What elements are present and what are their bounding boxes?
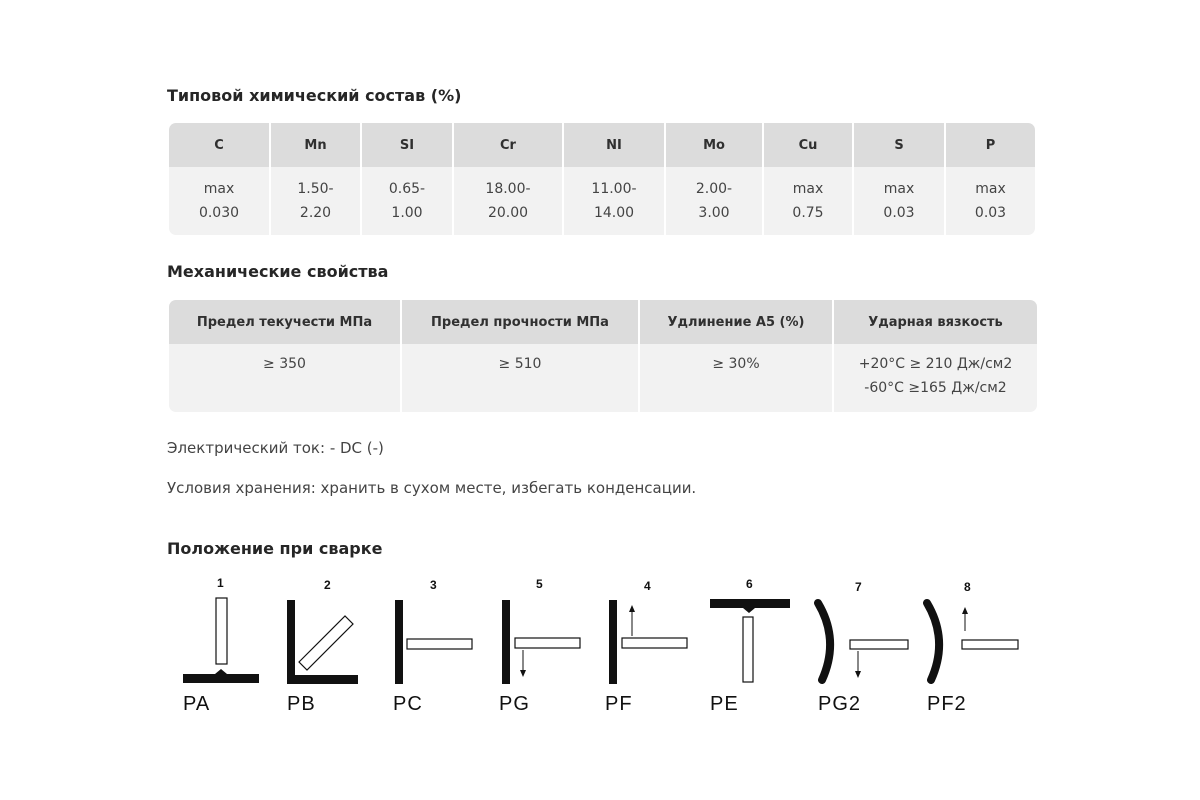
- pg2-plate-horizontal: [850, 640, 908, 649]
- position-pb: [287, 578, 358, 715]
- mech-header-tensile: Предел прочности МПа: [402, 300, 638, 344]
- position-pg-number: 5: [536, 577, 543, 591]
- chem-header-mo: Mo: [666, 123, 762, 167]
- chem-value-cu: max 0.75: [764, 167, 852, 235]
- chem-header-mn: Mn: [271, 123, 360, 167]
- pa-plate-horizontal: [183, 669, 259, 683]
- position-pa-code: PA: [183, 693, 211, 715]
- pg-plate-vertical: [502, 600, 510, 684]
- chemical-title: Типовой химический состав (%): [167, 86, 462, 105]
- position-pf-code: PF: [605, 693, 633, 715]
- pf-plate-vertical: [609, 600, 617, 684]
- position-pc-code: PC: [393, 693, 423, 715]
- current-text: Электрический ток: - DC (-): [167, 439, 384, 457]
- position-pf-number: 4: [644, 579, 651, 593]
- pf2-pipe-wall: [927, 603, 939, 680]
- chem-header-c: C: [169, 123, 269, 167]
- chem-header-s: S: [854, 123, 944, 167]
- chem-value-c: max 0.030: [169, 167, 269, 235]
- position-pe-number: 6: [746, 577, 753, 591]
- position-pe-code: PE: [710, 693, 739, 715]
- chem-header-ni: NI: [564, 123, 664, 167]
- position-pg2: [818, 580, 908, 715]
- position-pe: [710, 577, 790, 715]
- storage-text: Условия хранения: хранить в сухом месте, избегать конденсации.: [167, 479, 697, 497]
- pf-plate-horizontal: [622, 638, 687, 648]
- chem-value-cr: 18.00- 20.00: [454, 167, 562, 235]
- mech-header-yield: Предел текучести МПа: [169, 300, 400, 344]
- pf-arrowhead: [629, 605, 635, 612]
- mech-value-elongation: ≥ 30%: [640, 344, 832, 412]
- mech-header-elongation: Удлинение А5 (%): [640, 300, 832, 344]
- chem-header-si: SI: [362, 123, 452, 167]
- pb-plate-vertical: [287, 600, 295, 684]
- position-pg: [499, 577, 580, 715]
- chem-value-si: 0.65- 1.00: [362, 167, 452, 235]
- pf2-plate-horizontal: [962, 640, 1018, 649]
- pb-plate-horizontal: [287, 675, 358, 684]
- pg-plate-horizontal: [515, 638, 580, 648]
- pb-plate-diagonal: [299, 616, 353, 670]
- position-pf2-number: 8: [964, 580, 971, 594]
- chem-value-ni: 11.00- 14.00: [564, 167, 664, 235]
- pg2-pipe-wall: [818, 603, 830, 680]
- position-pf2-code: PF2: [927, 693, 967, 715]
- mech-value-tensile: ≥ 510: [402, 344, 638, 412]
- position-pc: [393, 578, 472, 715]
- position-pa: [183, 576, 259, 715]
- pg-arrowhead: [520, 670, 526, 677]
- chem-value-mo: 2.00- 3.00: [666, 167, 762, 235]
- pg2-arrowhead: [855, 671, 861, 678]
- position-pf: [605, 579, 687, 715]
- position-pb-number: 2: [324, 578, 331, 592]
- chem-value-p: max 0.03: [946, 167, 1035, 235]
- mech-value-yield: ≥ 350: [169, 344, 400, 412]
- chem-value-mn: 1.50- 2.20: [271, 167, 360, 235]
- position-pg2-code: PG2: [818, 693, 862, 715]
- position-pg-code: PG: [499, 693, 530, 715]
- position-pf2: [927, 580, 1018, 715]
- position-pb-code: PB: [287, 693, 316, 715]
- mechanical-title: Механические свойства: [167, 262, 389, 281]
- position-pa-number: 1: [217, 576, 224, 590]
- chemical-table: [167, 123, 1037, 235]
- pf2-arrowhead: [962, 607, 968, 614]
- chem-header-cu: Cu: [764, 123, 852, 167]
- welding-title: Положение при сварке: [167, 539, 383, 558]
- pe-plate-horizontal: [710, 599, 790, 613]
- welding-positions-diagram: [0, 570, 1200, 730]
- mech-header-impact: Ударная вязкость: [834, 300, 1037, 344]
- mech-value-impact: +20°C ≥ 210 Дж/см2 -60°C ≥165 Дж/см2: [834, 344, 1037, 412]
- position-pc-number: 3: [430, 578, 437, 592]
- pa-plate-vertical: [216, 598, 227, 664]
- chem-header-p: P: [946, 123, 1035, 167]
- mechanical-table: [167, 300, 1039, 412]
- chem-value-s: max 0.03: [854, 167, 944, 235]
- chem-header-cr: Cr: [454, 123, 562, 167]
- pe-plate-vertical: [743, 617, 753, 682]
- pc-plate-horizontal: [407, 639, 472, 649]
- position-pg2-number: 7: [855, 580, 862, 594]
